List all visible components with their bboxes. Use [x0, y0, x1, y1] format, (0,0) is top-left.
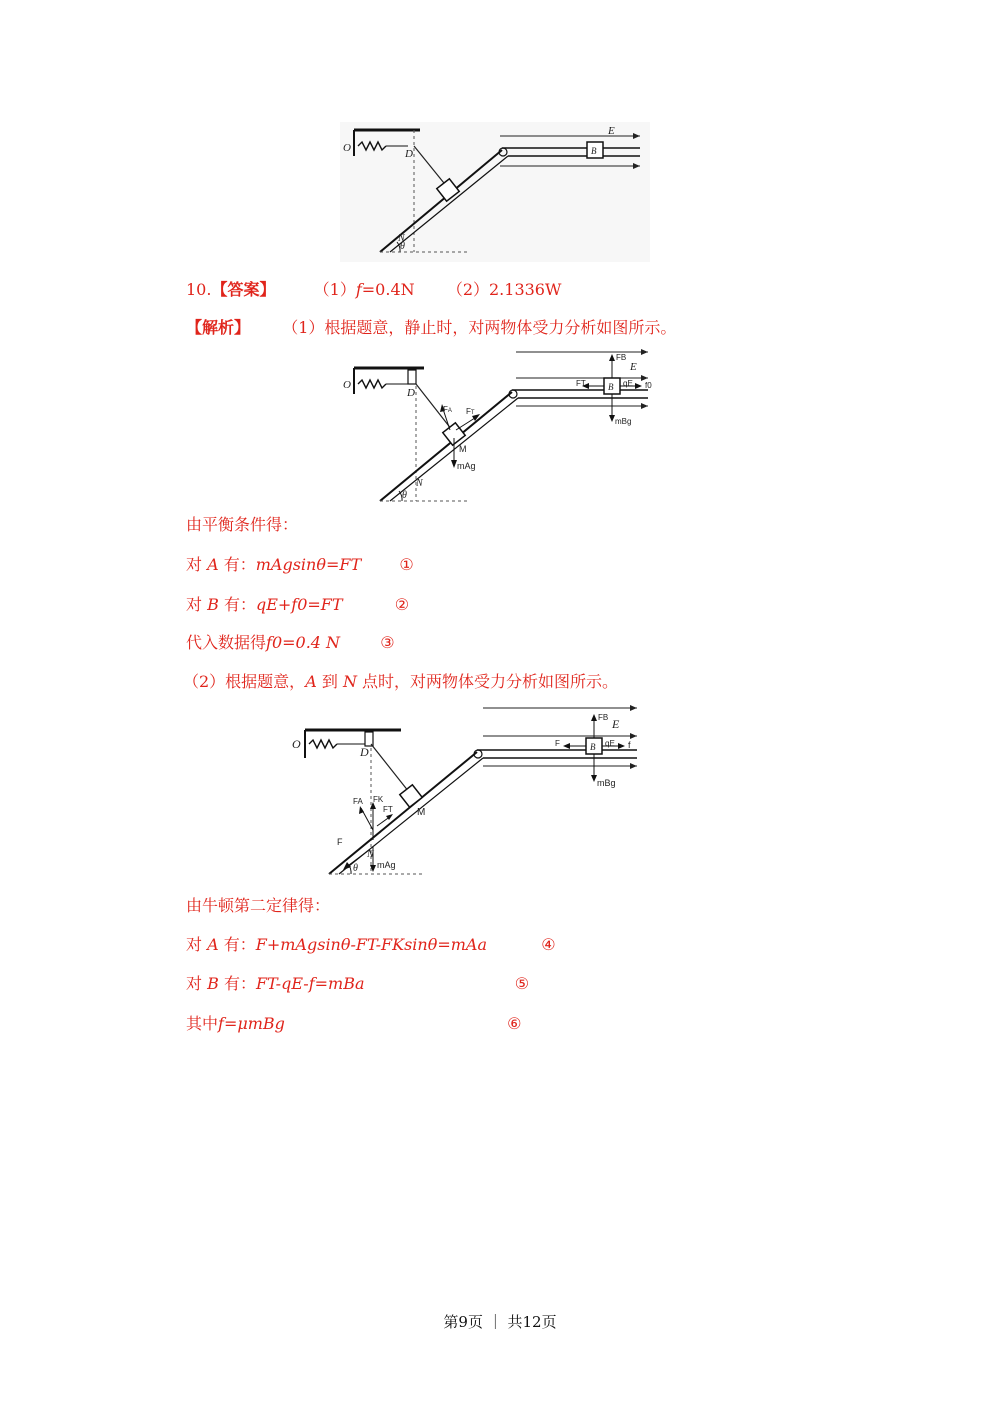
fig2-label-mAg: mAg	[457, 461, 476, 471]
fig2-label-E: E	[630, 361, 637, 373]
eq3-line	[186, 632, 395, 654]
fig2-label-M: M	[459, 444, 467, 454]
fig3-label-mBg: mBg	[597, 778, 616, 788]
fig3-label-F: F	[337, 837, 343, 847]
eq5-number: ⑤	[514, 974, 530, 993]
fig3-label-D: D	[360, 745, 369, 759]
fig2-label-B: B	[608, 382, 614, 392]
eq2-formula: qE+f0=FT	[255, 595, 343, 614]
fig2-label-theta: θ	[402, 490, 407, 501]
fig3-label-M: M	[417, 807, 426, 818]
analysis-intro-2	[183, 671, 618, 693]
fig1-label-N: N	[398, 233, 405, 244]
eq4-prefix: 对	[186, 935, 208, 954]
analysis-tag: 【解析】	[186, 318, 251, 337]
fig3-label-FA: FA	[353, 797, 363, 806]
fig3-label-FK: FK	[373, 795, 384, 804]
fig1-label-O: O	[343, 142, 351, 154]
fig2-label-f0: f0	[645, 381, 652, 390]
eq2-prefix: 对	[186, 595, 208, 614]
answer-part1-val: =0.4N	[361, 280, 415, 299]
analysis-intro-1	[186, 317, 676, 339]
eq5-formula: FT-qE-f=mBa	[255, 974, 365, 993]
fig2-label-D: D	[407, 387, 415, 399]
answer-part1-var: f	[355, 280, 362, 299]
fig2-label-O: O	[343, 379, 351, 391]
fig2-label-FT: FT	[466, 407, 475, 416]
fig3-label-mAg: mAg	[377, 860, 396, 870]
eq3-text: 代入数据得	[186, 633, 267, 652]
eq6-line	[186, 1013, 521, 1035]
fig3-label-theta: θ	[353, 863, 358, 874]
figure-3	[285, 700, 645, 880]
eq3-formula: f0=0.4 N	[266, 633, 341, 652]
fig3-label-FB: FB	[598, 713, 609, 722]
eq6-formula: f=μmBg	[218, 1014, 285, 1033]
intro2-A: A	[305, 672, 317, 691]
fig3-label-B: B	[590, 742, 596, 752]
fig3-label-qE: qE	[605, 739, 615, 748]
fig3-label-FT: FT	[383, 805, 393, 814]
eq6-prefix: 其中	[186, 1014, 219, 1033]
fig2-label-mBg: mBg	[615, 417, 632, 426]
answer-part2: （2）2.1336W	[446, 280, 562, 299]
fig1-label-D: D	[405, 148, 413, 160]
eq4-line	[186, 934, 556, 956]
fig3-label-E: E	[612, 717, 620, 731]
eq4-number: ④	[541, 935, 556, 954]
page-footer: 第9页 ｜ 共12页	[443, 1313, 557, 1331]
eq2-mid: 有：	[218, 595, 256, 614]
intro2-N: N	[342, 672, 357, 691]
fig2-label-FA: FA	[443, 405, 452, 414]
eq5-object: B	[207, 974, 219, 993]
eq5-prefix: 对	[186, 974, 208, 993]
eq1-prefix: 对	[186, 555, 208, 574]
eq4-object: A	[207, 935, 219, 954]
answer-line	[186, 279, 561, 301]
fig2-label-FB: FB	[616, 353, 627, 362]
fig1-label-theta: θ	[400, 241, 405, 252]
eq4-mid: 有：	[218, 935, 256, 954]
eq6-number: ⑥	[507, 1014, 522, 1033]
answer-part1: （1）	[313, 280, 356, 299]
eq1-formula: mAgsinθ=FT	[255, 555, 362, 574]
fig3-label-N: N	[367, 849, 374, 860]
intro2-a: （2）根据题意，	[183, 672, 306, 691]
analysis-intro1-text: （1）根据题意，静止时，对两物体受力分析如图所示。	[282, 318, 677, 337]
eq1-line	[186, 554, 414, 576]
fig2-label-qE: qE	[623, 379, 633, 388]
figure-2	[340, 346, 660, 504]
eq2-line	[186, 594, 409, 616]
eq3-number: ③	[380, 633, 395, 652]
eq1-object: A	[207, 555, 219, 574]
eq1-number: ①	[399, 555, 414, 574]
answer-number: 10.	[186, 280, 212, 299]
eq4-formula: F+mAgsinθ-FT-FKsinθ=mAa	[255, 935, 488, 954]
answer-tag: 【答案】	[211, 280, 276, 299]
fig1-label-B: B	[591, 146, 597, 156]
figure-1	[340, 122, 650, 262]
intro2-c: 点时，对两物体受力分析如图所示。	[356, 672, 619, 691]
fig3-label-O: O	[292, 737, 301, 751]
fig2-label-FT-b: FT	[576, 379, 586, 388]
fig1-label-E: E	[608, 125, 615, 137]
eq1-mid: 有：	[218, 555, 256, 574]
fig3-label-f: f	[628, 740, 631, 750]
fig3-label-FT-b: F	[555, 739, 560, 748]
eq2-number: ②	[394, 595, 410, 614]
eq5-line	[186, 973, 529, 995]
newton-heading: 由牛顿第二定律得：	[186, 896, 331, 915]
eq5-mid: 有：	[218, 974, 256, 993]
eq2-object: B	[207, 595, 219, 614]
intro2-b: 到	[316, 672, 343, 691]
balance-heading: 由平衡条件得：	[186, 515, 299, 534]
fig2-label-N: N	[416, 478, 423, 489]
